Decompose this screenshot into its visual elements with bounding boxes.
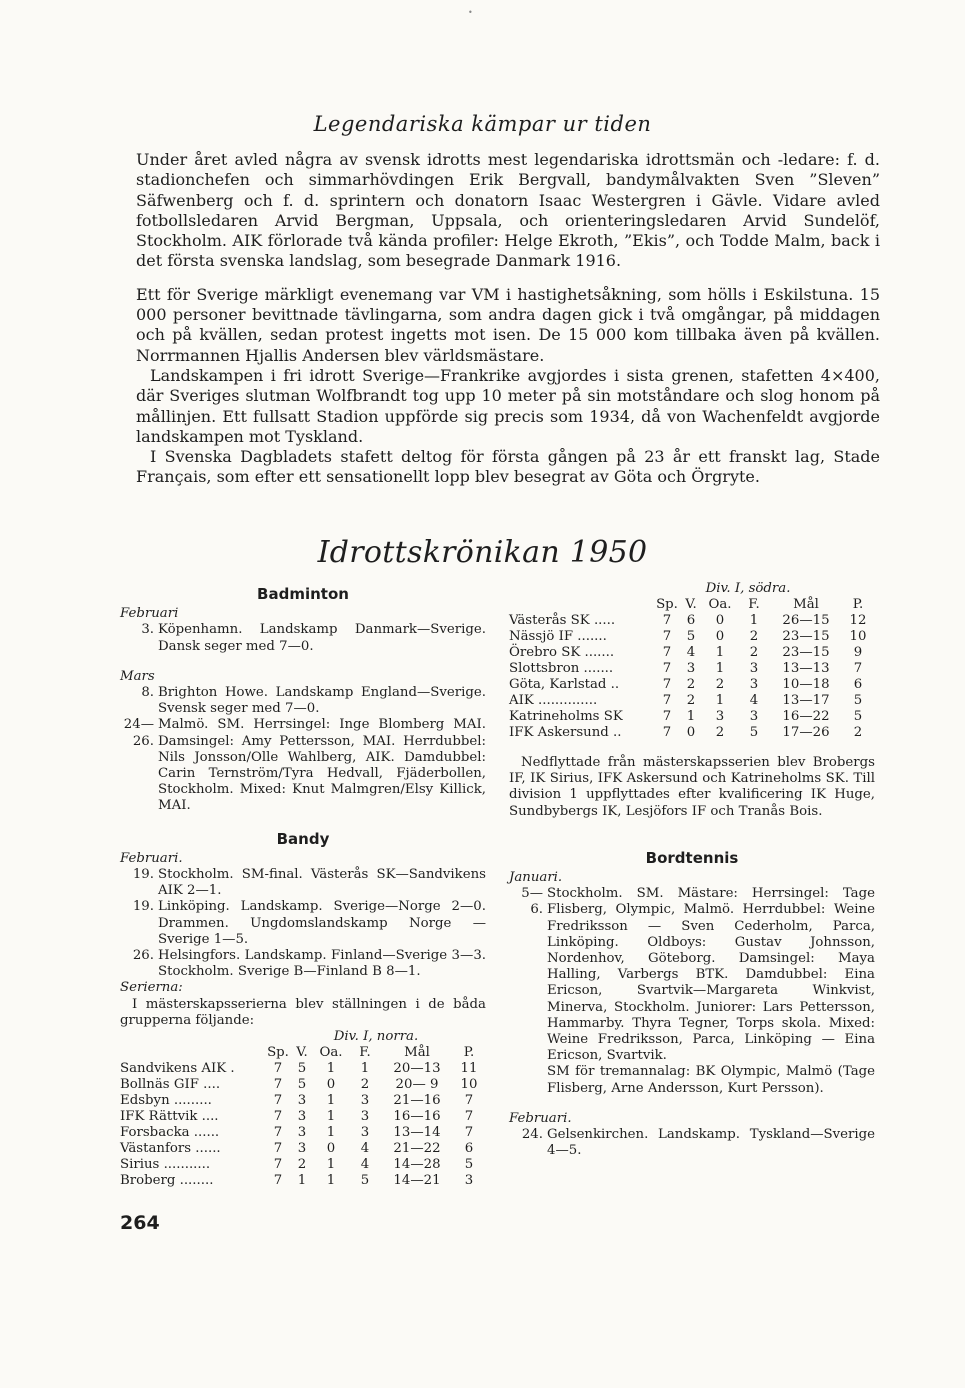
table-cell: 7 [662, 629, 672, 644]
table-cell: 7 [853, 661, 863, 676]
team-name: Nässjö IF ....... [509, 629, 607, 644]
chronicle-entry [120, 948, 486, 980]
chronicle-entry [120, 899, 486, 948]
left-column [120, 584, 486, 1189]
standings-table-sodra [509, 581, 875, 741]
table-cell: 9 [853, 645, 863, 660]
column-header: F. [359, 1045, 371, 1061]
team-name: Katrineholms SK [509, 709, 623, 724]
entry-date: 19. [132, 899, 154, 915]
table-cell: 1 [326, 1125, 336, 1141]
table-cell: 5 [297, 1061, 307, 1077]
table-cell: 1 [715, 645, 725, 660]
team-name: Västerås SK ..... [509, 613, 616, 628]
table-caption: Div. I, norra. [333, 1029, 419, 1045]
table-cell: 23—15 [782, 629, 830, 644]
intro-paragraph: Under året avled några av svensk idrotts mest legendariska idrottsmän och -ledare: f. d. stadionchefen och simmarhövdingen Erik Bergvall, bandymålvakten Sven ”Sleven” Säfwenberg och f. d. sprintern och donatorn Isaac Westergren i Gävle. Vidare avled fotbollsledaren Arvid Bergman, Uppsala, och orienteringsledaren Arvid Sundelöf, Stockholm. AIK förlorade två kända profiler: Helge Ekroth, ”Ekis”, och Todde Malm, back i det första svenska landslag, som besegrade Danmark 1916. [136, 150, 880, 271]
series-text: I mästerskapsserierna blev ställningen i de båda grupperna följande: [120, 996, 486, 1028]
table-cell: 1 [715, 661, 725, 676]
table-caption: Div. I, södra. [705, 581, 791, 596]
table-row [120, 1173, 486, 1189]
table-cell: 7 [273, 1077, 283, 1093]
table-cell: 2 [360, 1077, 370, 1093]
table-cell: 26—15 [782, 613, 830, 628]
table-row [509, 629, 875, 645]
column-header: Sp. [656, 597, 678, 612]
table-row [509, 693, 875, 709]
table-cell: 21—16 [393, 1093, 441, 1109]
table-cell: 0 [715, 629, 725, 644]
table-cell: 1 [360, 1061, 370, 1077]
table-cell: 1 [715, 693, 725, 708]
entry-text: Helsingfors. Landskamp. Finland—Sverige 3—3. Stockholm. Sverige B—Finland B 8—1. [158, 948, 486, 980]
entry-text: Stockholm. SM. Mästare: Herrsingel: Tage Flisberg, Olympic, Malmö. Herrdubbel: Weine Fredriksson — Sven Cederholm, Parca, Linköping. Oldboys: Gustav Johnsson, Nordenhov, Göteborg. Damsingel: Maya Halling, Varbergs BTK. Damdubbel: Eina Ericson, Svartvik—Margareta Winkvist, Minerva, Stockholm. Juniorer: Lars Pettersson, Hammarby. Thyra Tegner, Torps skola. Mixed: Weine Fredriksson, Parca, Linköping — Eina Ericson, Svartvik. [547, 886, 875, 1064]
team-name: Västanfors ...... [120, 1141, 221, 1157]
table-cell: 0 [686, 725, 696, 740]
table-cell: 3 [297, 1109, 307, 1125]
table-cell: 3 [360, 1109, 370, 1125]
chronicle-entry [120, 685, 486, 717]
table-cell: 7 [273, 1141, 283, 1157]
table-cell: 10 [849, 629, 867, 644]
team-name: Slottsbron ....... [509, 661, 614, 676]
entry-date: 26. [132, 948, 154, 964]
table-cell: 11 [460, 1061, 478, 1077]
team-name: Sirius ........... [120, 1157, 211, 1173]
column-header: P. [463, 1045, 475, 1061]
table-cell: 6 [853, 677, 863, 692]
table-cell: 5 [686, 629, 696, 644]
table-cell: 5 [853, 709, 863, 724]
table-row [120, 1061, 486, 1077]
entry-date: 19. [132, 867, 154, 883]
bandy-heading: Bandy [276, 829, 330, 848]
month-label: Februari [120, 606, 179, 622]
table-cell: 7 [662, 645, 672, 660]
table-cell: 1 [297, 1173, 307, 1189]
entry-text: Linköping. Landskamp. Sverige—Norge 2—0. Drammen. Ungdomslandskamp Norge —Sverige 1—5. [158, 899, 486, 947]
team-name: Edsbyn ......... [120, 1093, 212, 1109]
table-row [120, 1125, 486, 1141]
right-column [509, 581, 875, 1159]
table-cell: 2 [686, 677, 696, 692]
table-cell: 5 [464, 1157, 474, 1173]
chronicle-entry [509, 1127, 875, 1159]
table-cell: 7 [662, 709, 672, 724]
team-name: AIK .............. [509, 693, 598, 708]
table-cell: 2 [686, 693, 696, 708]
table-row [509, 677, 875, 693]
table-cell: 5 [360, 1173, 370, 1189]
entry-date: 5—6. [521, 886, 543, 918]
entry-text: Stockholm. SM-final. Västerås SK—Sandvikens AIK 2—1. [158, 867, 486, 899]
table-cell: 4 [686, 645, 696, 660]
table-cell: 1 [326, 1157, 336, 1173]
table-cell: 7 [273, 1109, 283, 1125]
table-cell: 20—13 [393, 1061, 441, 1077]
table-cell: 1 [326, 1061, 336, 1077]
month-label: Februari. [509, 1110, 572, 1126]
chronicle-entry [120, 867, 486, 899]
table-cell: 21—22 [393, 1141, 441, 1157]
column-header: F. [748, 597, 760, 612]
table-cell: 3 [715, 709, 725, 724]
table-cell: 3 [749, 661, 759, 676]
entry-date: 3. [141, 622, 154, 638]
table-cell: 3 [297, 1125, 307, 1141]
table-cell: 2 [749, 629, 759, 644]
table-row [509, 645, 875, 661]
table-cell: 7 [464, 1125, 474, 1141]
column-header: Oa. [319, 1045, 343, 1061]
table-row [120, 1077, 486, 1093]
column-header: Mål [404, 1045, 430, 1061]
table-cell: 3 [297, 1093, 307, 1109]
table-cell: 7 [464, 1109, 474, 1125]
table-row [509, 709, 875, 725]
month-label: Januari. [509, 870, 563, 886]
table-cell: 2 [297, 1157, 307, 1173]
team-name: Göta, Karlstad .. [509, 677, 620, 692]
table-cell: 7 [273, 1173, 283, 1189]
table-cell: 13—17 [782, 693, 830, 708]
entry-text: Gelsenkirchen. Landskamp. Tyskland—Sverige 4—5. [547, 1127, 875, 1159]
table-cell: 1 [326, 1173, 336, 1189]
table-cell: 2 [715, 725, 725, 740]
intro-paragraph: Landskampen i fri idrott Sverige—Frankrike avgjordes i sista grenen, stafetten 4×400, där Sveriges slutman Wolfbrandt tog upp 10 meter på sin motståndare och slog honom på mållinjen. Ett fullsatt Stadion uppförde sig precis som 1934, då von Wachenfeldt avgjorde landskampen mot Tyskland. [136, 365, 880, 446]
series-label: Serierna: [120, 980, 183, 996]
table-cell: 1 [686, 709, 696, 724]
team-name: Bollnäs GIF .... [120, 1077, 221, 1093]
column-header: V. [296, 1045, 308, 1061]
bordtennis-heading: Bordtennis [645, 848, 739, 867]
team-name: Örebro SK ....... [509, 645, 615, 660]
column-header: V. [685, 597, 697, 612]
table-cell: 7 [662, 613, 672, 628]
table-cell: 7 [662, 677, 672, 692]
table-cell: 3 [360, 1125, 370, 1141]
table-cell: 1 [326, 1109, 336, 1125]
month-label: Februari. [120, 850, 183, 866]
table-cell: 3 [360, 1093, 370, 1109]
table-row [509, 613, 875, 629]
month-label: Mars [120, 668, 155, 684]
table-cell: 4 [749, 693, 759, 708]
entry-text: Malmö. SM. Herrsingel: Inge Blomberg MAI. Damsingel: Amy Pettersson, MAI. Herrdubbel: Nils Jonsson/Olle Wahlberg, AIK. Damdubbel: Carin Ternström/Tyra Hedvall, Fjäderbollen, Stockholm. Mixed: Knut Malmgren/Elsy Killick, MAI. [158, 717, 486, 814]
column-header: Oa. [708, 597, 732, 612]
table-cell: 7 [662, 661, 672, 676]
table-cell: 7 [662, 693, 672, 708]
table-cell: 4 [360, 1141, 370, 1157]
column-header: Sp. [267, 1045, 289, 1061]
table-cell: 2 [853, 725, 863, 740]
table-cell: 3 [749, 677, 759, 692]
scan-speck: • [468, 8, 473, 17]
table-cell: 14—28 [393, 1157, 441, 1173]
table-cell: 5 [749, 725, 759, 740]
table-cell: 13—13 [782, 661, 830, 676]
page-title: Idrottskrönikan 1950 [317, 535, 648, 570]
page-number: 264 [120, 1212, 160, 1234]
table-row [509, 725, 875, 741]
chronicle-entry [120, 622, 486, 654]
team-name: Broberg ........ [120, 1173, 214, 1189]
table-row [120, 1157, 486, 1173]
table-cell: 3 [686, 661, 696, 676]
table-cell: 4 [360, 1157, 370, 1173]
intro-paragraph: I Svenska Dagbladets stafett deltog för första gången på 23 år ett franskt lag, Stade Français, som efter ett sensationellt lopp blev besegrat av Göta och Örgryte. [136, 447, 880, 487]
table-cell: 7 [273, 1157, 283, 1173]
section-heading-legends: Legendariska kämpar ur tiden [313, 112, 652, 136]
table-cell: 14—21 [393, 1173, 441, 1189]
table-cell: 7 [273, 1125, 283, 1141]
entry-text: Brighton Howe. Landskamp England—Sverige. Svensk seger med 7—0. [158, 685, 486, 717]
chronicle-entry [509, 1064, 875, 1096]
table-cell: 2 [749, 645, 759, 660]
table-cell: 10 [460, 1077, 478, 1093]
table-cell: 7 [273, 1093, 283, 1109]
chronicle-entry [509, 886, 875, 1064]
table-cell: 12 [849, 613, 867, 628]
table-cell: 3 [749, 709, 759, 724]
table-cell: 6 [686, 613, 696, 628]
table-row [509, 661, 875, 677]
table-cell: 7 [464, 1093, 474, 1109]
relegation-text: Nedflyttade från mästerskapsserien blev Brobergs IF, IK Sirius, IFK Askersund och Katrineholms SK. Till division 1 uppflyttades efter kvalificering IK Huge, Sundbybergs IK, Lesjöfors IF och Tranås Bois. [509, 755, 875, 819]
table-cell: 1 [326, 1093, 336, 1109]
table-cell: 6 [464, 1141, 474, 1157]
column-header: Mål [793, 597, 819, 612]
table-cell: 5 [853, 693, 863, 708]
chronicle-entry [120, 717, 486, 814]
intro-text [136, 150, 880, 488]
team-name: IFK Askersund .. [509, 725, 622, 740]
table-cell: 0 [715, 613, 725, 628]
entry-text: SM för tremannalag: BK Olympic, Malmö (Tage Flisberg, Arne Andersson, Kurt Persson). [547, 1064, 875, 1096]
table-row [120, 1093, 486, 1109]
table-cell: 0 [326, 1141, 336, 1157]
badminton-heading: Badminton [257, 585, 349, 603]
table-cell: 20— 9 [395, 1077, 439, 1093]
table-cell: 17—26 [782, 725, 830, 740]
table-cell: 5 [297, 1077, 307, 1093]
table-cell: 7 [662, 725, 672, 740]
entry-date: 8. [141, 685, 154, 701]
team-name: Forsbacka ...... [120, 1125, 220, 1141]
table-cell: 16—22 [782, 709, 830, 724]
table-cell: 10—18 [782, 677, 830, 692]
table-cell: 3 [297, 1141, 307, 1157]
table-cell: 2 [715, 677, 725, 692]
table-cell: 1 [749, 613, 759, 628]
team-name: IFK Rättvik .... [120, 1109, 219, 1125]
table-cell: 13—14 [393, 1125, 441, 1141]
table-row [120, 1109, 486, 1125]
table-cell: 3 [464, 1173, 474, 1189]
entry-text: Köpenhamn. Landskamp Danmark—Sverige. Dansk seger med 7—0. [158, 622, 486, 654]
column-header: P. [852, 597, 864, 612]
table-cell: 7 [273, 1061, 283, 1077]
intro-paragraph: Ett för Sverige märkligt evenemang var VM i hastighetsåkning, som hölls i Eskilstuna. 15 000 personer bevittnade tävlingarna, som andra dagen gick i två omgångar, på middagen och på kvällen, sedan protest ingetts mot isen. De 15 000 kom tillbaka även på kvällen. Norrmannen Hjallis Andersen blev världsmästare. [136, 284, 880, 365]
table-cell: 16—16 [393, 1109, 441, 1125]
standings-table-norra [120, 1029, 486, 1189]
entry-date: 24. [521, 1127, 543, 1143]
table-row [120, 1141, 486, 1157]
entry-date: 24—26. [123, 717, 154, 749]
team-name: Sandvikens AIK . [120, 1061, 235, 1077]
table-cell: 23—15 [782, 645, 830, 660]
table-cell: 0 [326, 1077, 336, 1093]
